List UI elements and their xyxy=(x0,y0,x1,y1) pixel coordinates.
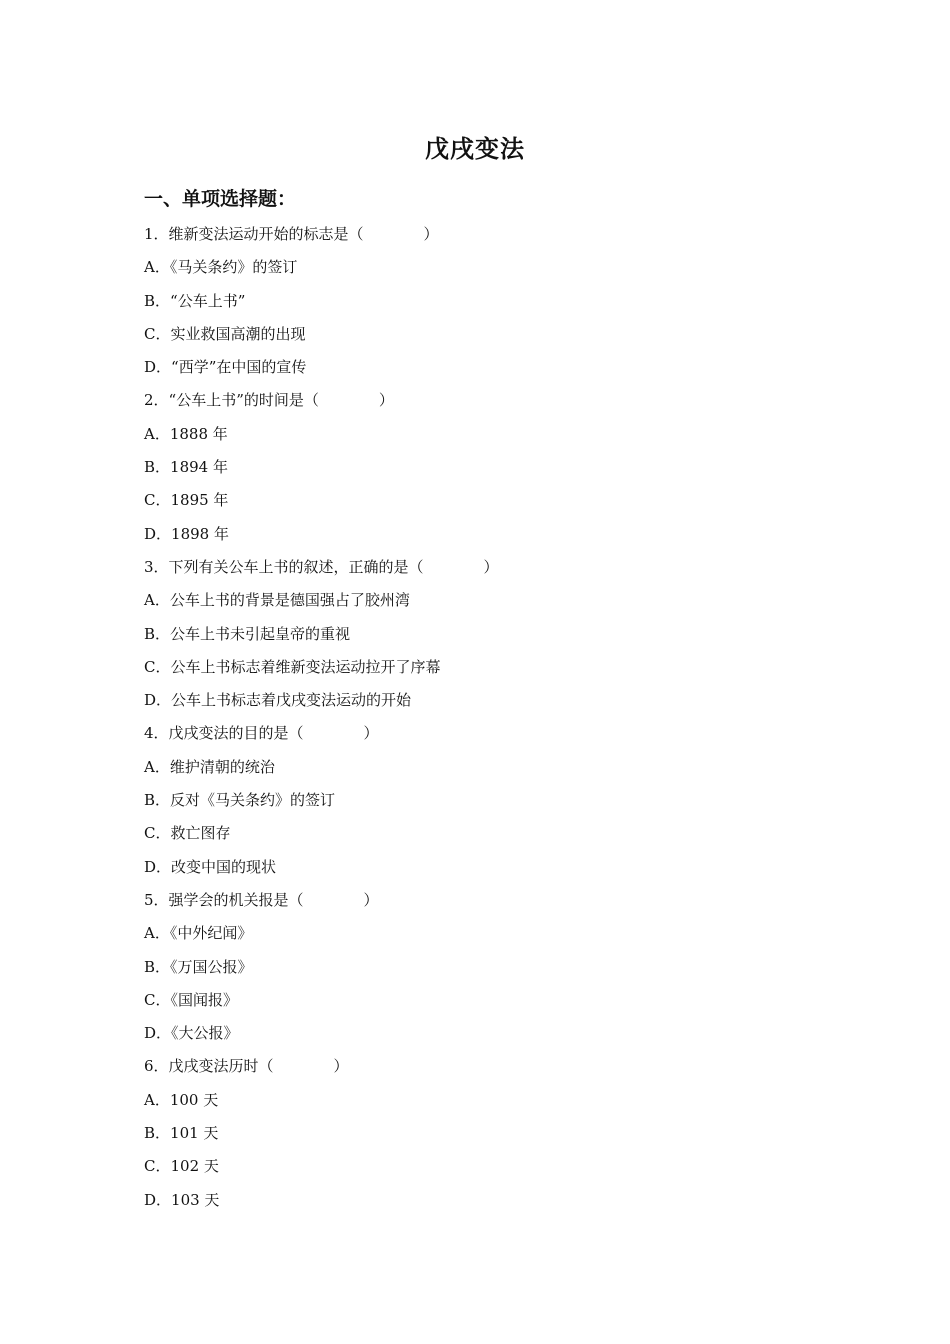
option-c: C．公车上书标志着维新变法运动拉开了序幕 xyxy=(144,657,441,676)
option-d: D．《大公报》 xyxy=(144,1024,239,1043)
option-d: D．公车上书标志着戊戌变法运动的开始 xyxy=(144,691,412,710)
question-1 xyxy=(144,218,844,384)
option-b: B．反对《马关条约》的签订 xyxy=(144,791,336,810)
question-6 xyxy=(144,1050,844,1216)
option-a: A．《马关条约》的签订 xyxy=(144,258,298,277)
question-list xyxy=(144,218,844,1217)
question-2 xyxy=(144,384,844,550)
option-d: D．“西学”在中国的宣传 xyxy=(144,358,307,377)
option-c: C．《国闻报》 xyxy=(144,990,238,1009)
option-d: D．改变中国的现状 xyxy=(144,857,277,876)
question-stem: 3．下列有关公车上书的叙述，正确的是（ ） xyxy=(144,557,499,576)
question-5 xyxy=(144,884,844,1050)
option-d: D．103 天 xyxy=(144,1190,220,1209)
page-title: 戊戌变法 xyxy=(425,135,525,163)
option-a: A．100 天 xyxy=(144,1090,219,1109)
section-heading: 一、单项选择题： xyxy=(144,188,297,210)
question-stem: 1．维新变法运动开始的标志是（ ） xyxy=(144,225,439,243)
option-c: C．救亡图存 xyxy=(144,824,231,843)
option-b: B．1894 年 xyxy=(144,458,228,477)
question-stem: 2．“公车上书”的时间是（ ） xyxy=(144,391,394,410)
question-stem: 5．强学会的机关报是（ ） xyxy=(144,890,379,909)
option-b: B．公车上书未引起皇帝的重视 xyxy=(144,624,351,643)
option-b: B．“公车上书” xyxy=(144,291,246,310)
question-3 xyxy=(144,551,844,717)
question-stem: 6．戊戌变法历时（ ） xyxy=(144,1057,349,1076)
question-4 xyxy=(144,717,844,883)
option-b: B．《万国公报》 xyxy=(144,957,253,976)
option-b: B．101 天 xyxy=(144,1124,219,1143)
option-c: C．1895 年 xyxy=(144,491,229,510)
option-a: A．《中外纪闻》 xyxy=(144,924,253,943)
question-stem: 4．戊戌变法的目的是（ ） xyxy=(144,724,379,743)
option-a: A．维护清朝的统治 xyxy=(144,757,275,776)
option-c: C．实业救国高潮的出现 xyxy=(144,324,306,343)
option-d: D．1898 年 xyxy=(144,524,229,543)
option-a: A．1888 年 xyxy=(144,424,228,443)
option-a: A．公车上书的背景是德国强占了胶州湾 xyxy=(144,591,410,610)
option-c: C．102 天 xyxy=(144,1157,219,1176)
